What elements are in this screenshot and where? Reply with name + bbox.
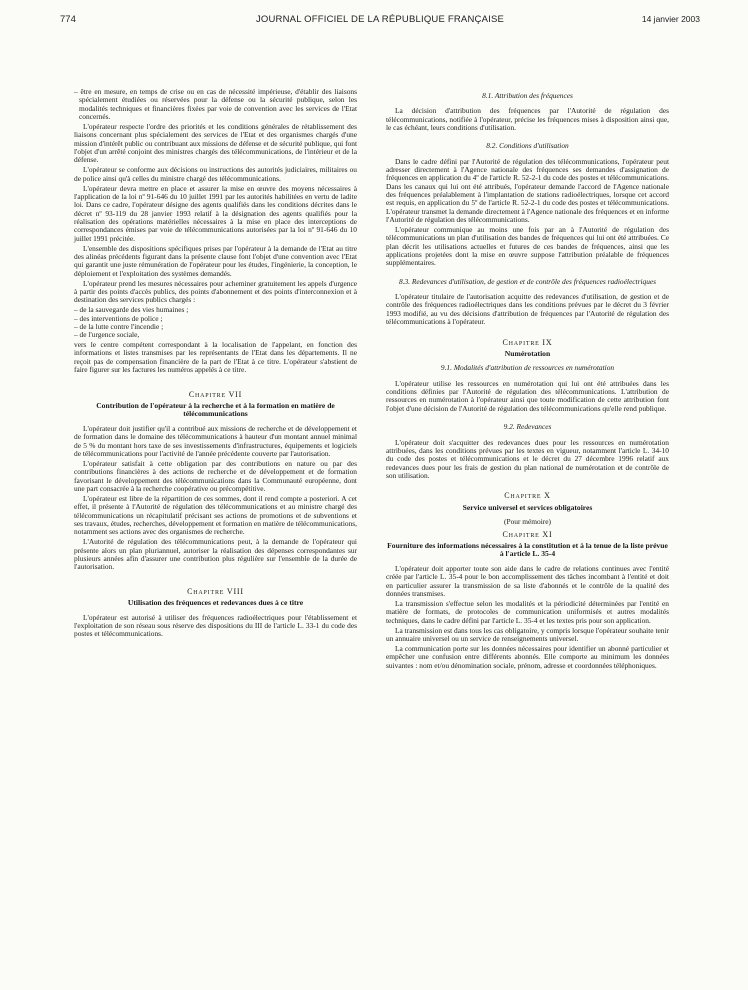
chapter-title: Numérotation (504, 348, 551, 358)
right-column (386, 92, 669, 672)
paragraph: La transmission s'effectue selon les modalités et la périodicité déterminées par l'entité en matière de formats, de protocoles de communication uniformisés et autres modalités techniques, dans le cadre défini par l'article L. 35-4 et les textes pris pour son application. (386, 599, 669, 625)
chapter-title: Utilisation des fréquences et redevances dues à ce titre (127, 598, 304, 607)
paragraph: L'opérateur doit apporter toute son aide dans le cadre de relations continues avec l'entité créée par l'article L. 35-4 pour le bon accomplissement des tâches incombant à l'entité et doit en particulier assurer la transmission de sa liste d'abonnés et le contrôle de la qualité des données transmises. (386, 564, 669, 599)
paragraph: L'opérateur se conforme aux décisions ou instructions des autorités judiciaires, militaires ou de police ainsi qu'à celles du ministre chargé des télécommunications. (74, 165, 357, 183)
list-item: – de la lutte contre l'incendie ; (74, 321, 164, 331)
list-item: – de la sauvegarde des vies humaines ; (74, 305, 189, 315)
paragraph: L'opérateur respecte l'ordre des priorités et les conditions générales de rétablissement des liaisons concernant plus spécialement des services de l'Etat et des organismes chargés d'une mission d'intérêt public ou contribuant aux missions de défense et de sécurité publique, qui font l'objet d'un arrêté conjoint des ministres chargés des télécommunications, de l'intérieur et de la défense. (74, 121, 357, 165)
chapter-title: Service universel et services obligatoires (462, 502, 593, 512)
chapter-title: Contribution de l'opérateur à la recherche et à la formation en matière de télécommunications (96, 400, 335, 419)
paragraph: L'opérateur communique au moins une fois par an à l'Autorité de régulation des télécommunications un plan d'utilisation des bandes de fréquences qui lui ont été attribuées. Ce plan décrit les utilisations actuelles et futures de ces bandes de fréquences, ainsi que les applications projetées dont la mise en œuvre suppose l'attribution préalable de fréquences supplémentaires. (386, 225, 669, 268)
chapter-label: Chapitre IX (502, 337, 553, 347)
memo-note: (Pour mémoire) (504, 517, 551, 527)
list-item: – des interventions de police ; (74, 313, 163, 323)
paragraph: L'opérateur est libre de la répartition de ces sommes, dont il rend compte a posteriori. A cet effet, il présente à l'Autorité de régulation des télécommunications et au ministre chargé des télécommunications un récapitulatif précisant ses actions de promotions et de subventions et ses travaux, études, recherches, développement et formation en matière de télécommunications, notamment ses actions avec des organismes de recherche. (74, 493, 357, 537)
paragraph: L'Autorité de régulation des télécommunications peut, à la demande de l'opérateur qui présente alors un plan pluriannuel, autoriser la réalisation des dépenses correspondantes sur plusieurs années afin d'assurer une contribution plus régulière sur l'ensemble de la durée de l'autorisation. (74, 537, 357, 572)
paragraph: L'opérateur devra mettre en place et assurer la mise en œuvre des moyens nécessaires à l'application de la loi nº 91-646 du 10 juillet 1991 par les autorités habilitées en vertu de ladite loi. Dans ce cadre, l'opérateur désigne des agents qualifiés dans les conditions décrites dans le décret nº 93-119 du 28 janvier 1993 relatif à la désignation des agents qualifiés pour la réalisation des opérations matérielles nécessaires à la mise en place des interceptions de correspondances émises par voie de télécommunications autorisées par la loi nº 91-646 du 10 juillet 1991 précitée. (74, 183, 357, 243)
paragraph: L'opérateur doit s'acquitter des redevances dues pour les ressources en numérotation attribuées, dans les conditions prévues par les textes en vigueur, notamment l'article L. 34-10 du code des postes et télécommunications et le décret du 27 décembre 1996 relatif aux redevances dues pour les frais de gestion du plan national de numérotation et de contrôle de son utilisation. (386, 437, 669, 480)
paragraph: La transmission est dans tous les cas obligatoire, y compris lorsque l'opérateur souhaite tenir un annuaire universel ou un service de renseignements universel. (386, 625, 669, 643)
paragraph: L'opérateur prend les mesures nécessaires pour acheminer gratuitement les appels d'urgence à partir des points d'accès publics, des points d'abonnement et des points d'interconnexion et à destination des services publics chargés : (74, 278, 357, 305)
paragraph: L'opérateur est autorisé à utiliser des fréquences radioélectriques pour l'établissement et l'exploitation de son réseau sous réserve des dispositions du III de l'article L. 33-1 du code des postes et télécommunications. (74, 612, 357, 639)
section-title: 8.3. Redevances d'utilisation, de gestion et de contrôle des fréquences radioélectriques (398, 276, 657, 286)
page-header (60, 14, 700, 30)
chapter-label: Chapitre VII (188, 389, 243, 399)
paragraph: L'ensemble des dispositions spécifiques prises par l'opérateur à la demande de l'Etat au titre des alinéas précédents figurant dans la présente clause font l'objet d'une convention avec l'Etat qui garantit une juste rémunération de l'opérateur pour les études, l'ingénierie, la conception, le déploiement et l'exploitation des systèmes demandés. (74, 243, 357, 278)
chapter-title: Fourniture des informations nécessaires à la constitution et à la tenue de la liste prévue à l'article L. 35-4 (387, 540, 668, 559)
paragraph: – être en mesure, en temps de crise ou en cas de nécessité impérieuse, d'établir des liaisons spécialement étudiées ou réservées pour la défense ou la sécurité publique, selon les modalités techniques et financières fixées par voie de convention avec les services de l'Etat concernés. (74, 87, 357, 122)
chapter-label: Chapitre X (504, 491, 551, 501)
section-title: 9.2. Redevances (503, 422, 552, 432)
journal-title: JOURNAL OFFICIEL DE LA RÉPUBLIQUE FRANÇAISE (255, 14, 505, 25)
list-item: – de l'urgence sociale, (74, 330, 140, 340)
emergency-services-list (74, 306, 357, 339)
paragraph: La décision d'attribution des fréquences par l'Autorité de régulation des télécommunications, notifiée à l'opérateur, précise les fréquences mises à disposition ainsi que, le cas échéant, leurs conditions d'utilisation. (386, 106, 669, 133)
section-title: 8.2. Conditions d'utilisation (486, 141, 569, 151)
section-title: 8.1. Attribution des fréquences (482, 91, 573, 100)
page-number: 774 (60, 14, 76, 25)
issue-date: 14 janvier 2003 (641, 14, 700, 24)
paragraph: Dans le cadre défini par l'Autorité de régulation des télécommunications, l'opérateur peut adresser directement à l'Agence nationale des fréquences ses demandes d'assignation de fréquences en application du 4º de l'article R. 52-2-1 du code des postes et télécommunications. Dans les canaux qui lui ont été attribués, l'opérateur demande l'accord de l'Agence nationale des fréquences préalablement à l'implantation de stations radioélectriques, lorsque cet accord est requis, en application du 5º de l'article R. 52-2-1 du code des postes et télécommunications. L'opérateur transmet la demande directement à l'Agence nationale des fréquences et en informe l'Autorité de régulation des télécommunications. (386, 156, 669, 225)
chapter-label: Chapitre VIII (187, 586, 244, 596)
paragraph: L'opérateur utilise les ressources en numérotation qui lui ont été attribuées dans les conditions définies par l'Autorité de régulation des télécommunications. L'attribution de ressources en numérotation à l'opérateur ainsi que toute modification de cette attribution font l'objet d'une décision de l'Autorité de régulation des télécommunications qu'elle rend publique. (386, 378, 669, 413)
chapter-label: Chapitre XI (502, 529, 553, 539)
paragraph: L'opérateur satisfait à cette obligation par des contributions en nature ou par des contributions financières à des actions de recherche et de développement et de formation favorisant le développement des télécommunications dans la Communauté européenne, dont une part consacrée à la recherche coopérative ou précompétitive. (74, 459, 357, 494)
paragraph: vers le centre compétent correspondant à la localisation de l'appelant, en fonction des informations et listes transmises par les représentants de l'Etat dans les départements. Il ne reçoit pas de compensation financière de la part de l'Etat à ce titre. L'opérateur s'abstient de faire figurer sur les factures les numéros appelés à ce titre. (74, 340, 357, 375)
section-title: 9.1. Modalités d'attribution de ressources en numérotation (440, 363, 615, 373)
paragraph: La communication porte sur les données nécessaires pour identifier un abonné particulier et empêcher une confusion entre différents abonnés. Elle comporte au minimum les données suivantes : nom et/ou dénomination sociale, prénom, adresse et coordonnées téléphoniques. (386, 643, 669, 670)
paragraph: L'opérateur titulaire de l'autorisation acquitte des redevances d'utilisation, de gestion et de contrôle des fréquences radioélectriques dans les conditions prévues par le décret du 3 février 1993 modifié, au vu des décisions d'attribution de fréquences par l'Autorité de régulation des télécommunications à l'opérateur. (386, 292, 669, 327)
left-column (74, 88, 357, 640)
paragraph: L'opérateur doit justifier qu'il a contribué aux missions de recherche et de développement et de formation dans le domaine des télécommunications à hauteur d'un montant annuel minimal de 5 % du montant hors taxe de ses investissements d'infrastructures, équipements et logiciels de télécommunications pour l'activité de l'année précédente couverte par l'autorisation. (74, 424, 357, 459)
